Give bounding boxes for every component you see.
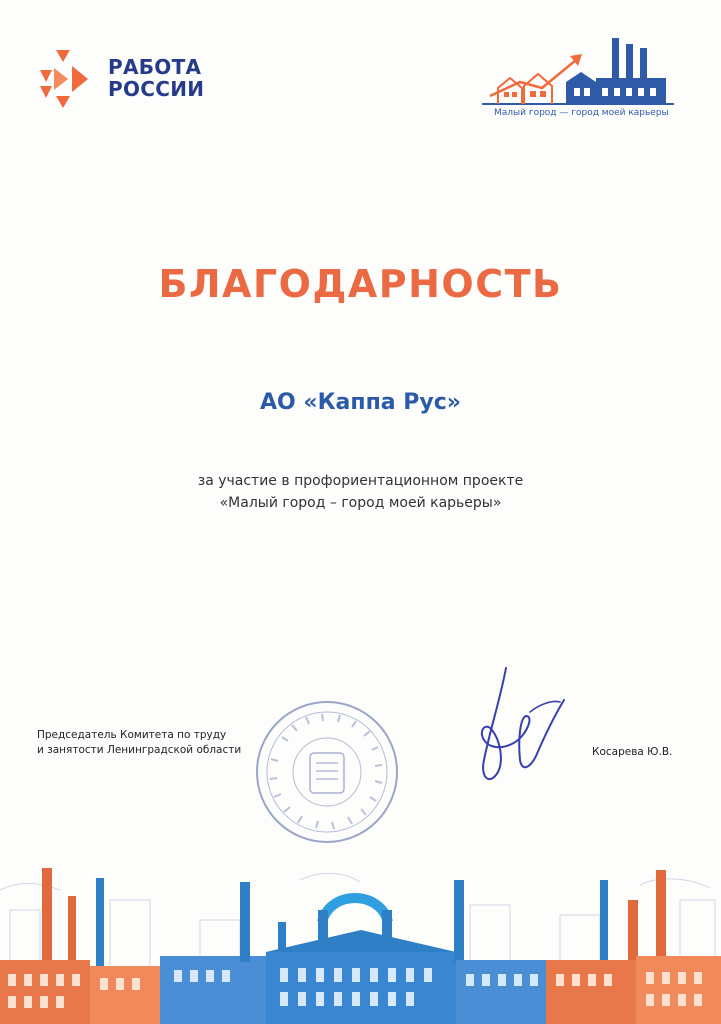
- handwritten-signature: [460, 660, 570, 790]
- description-line-1: за участие в профориентационном проекте: [197, 473, 524, 489]
- description-line-2: «Малый город – город моей карьеры»: [219, 495, 502, 511]
- industrial-cityscape-illustration: [0, 860, 721, 1024]
- logo-caption: Малый город — город моей карьеры: [494, 108, 669, 118]
- signer-position: [37, 728, 241, 758]
- logo-line-1: РАБОТА: [108, 55, 202, 79]
- position-line-1: Председатель Комитета по труду: [37, 729, 227, 741]
- small-town-logo: [480, 30, 680, 125]
- recipient-name: АО «Каппа Рус»: [259, 390, 462, 415]
- rabota-rossii-arrows-icon: [36, 46, 102, 112]
- rabota-rossii-logo: [36, 46, 226, 116]
- small-town-factory-icon: [480, 30, 680, 110]
- description: [0, 470, 721, 514]
- position-line-2: и занятости Ленинградской области: [37, 744, 242, 756]
- signer-name: Косарева Ю.В.: [592, 746, 673, 758]
- official-stamp: [252, 697, 402, 847]
- logo-line-2: РОССИИ: [108, 77, 205, 101]
- document-title: БЛАГОДАРНОСТЬ: [158, 262, 563, 306]
- logo-wordmark: [108, 56, 204, 100]
